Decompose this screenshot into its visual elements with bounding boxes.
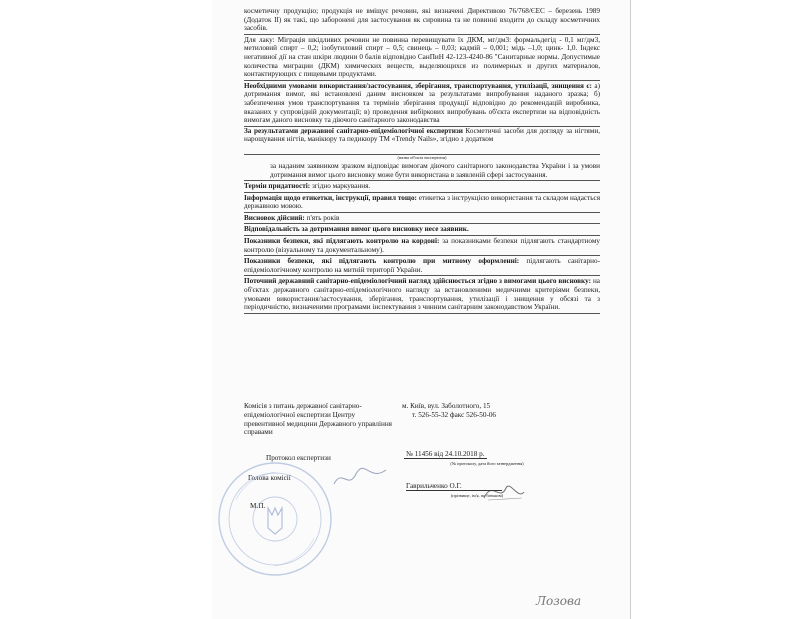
results-heading: За результатами державної санітарно-епідеміологічної експертизи (244, 126, 463, 135)
valid-value: п'ять років (304, 213, 340, 222)
commission-contacts (402, 402, 602, 420)
paragraph-responsibility: Відповідальність за дотримання вимог цього висновку несе заявник. (244, 224, 600, 236)
border-heading: Показники безпеки, які підлягають контролю на кордоні: (244, 237, 440, 246)
results-caption: (назва об'єкта експертизи) (244, 154, 600, 160)
document-body (244, 6, 600, 314)
address-text: м. Київ, вул. Заболотного, 15 (402, 402, 491, 410)
paragraph-info (244, 193, 600, 213)
seal-place-label: М.П. (250, 502, 266, 510)
protocol-label: Протокол експертизи (266, 454, 331, 462)
term-heading: Термін придатності: (244, 182, 311, 191)
paragraph-term (244, 181, 600, 193)
results-text: Косметичні засоби для догляду за нігтями, нарощування нігтів, манікюру та педикюру ТМ «Trendy Nails», згідно з додатком (244, 126, 600, 144)
commission-name: Комісія з питань державної санітарно-епідеміологічної експертизи Центру превентивної медицини Державного управління справами (244, 402, 392, 437)
head-of-commission-label: Голова комісії (248, 474, 291, 482)
valid-heading: Висновок дійсний: (244, 213, 305, 222)
conditions-heading: Необхідними умовами використання/застосування, зберігання, транспортування, утилізації, знищення є: (244, 81, 592, 90)
supervision-heading: Поточний державний санітарно-епідеміологічний нагляд здійснюється згідно з вимогами цього висновку: (244, 277, 591, 286)
paragraph-results (244, 127, 600, 144)
paragraph-lacquer (244, 35, 600, 81)
official-stamp (216, 460, 334, 578)
supervision-text: на об'єктах державного санітарно-епідеміологічного нагляду за встановленими медичними критеріями безпеки, умовами використання/застосування, зберігання, транспортування, утилізації і знищення у обсязі та з періодичністю, визначеними програмами інспектування з чинним санітарним законодавством України. (244, 277, 600, 312)
conditions-text: а) дотримання вимог, які встановлені даним висновком за результатами випробування наданого зразка; б) забезпечення умов транспортування та термінів зберігання продукції відповідно до рекомендацій виробника, вказаних у супровідній документації; в) проведення вибіркових випробувань об'єкта експертизи на відповідність вимогам даного висновку та діючого санітарного законодавства (244, 81, 600, 125)
customs-text: підлягають санітарно-епідеміологічному контролю на митній території України. (244, 257, 600, 274)
head-signature (330, 462, 390, 492)
paragraph-supervision (244, 276, 600, 313)
paragraph-compliance (244, 161, 600, 181)
handwritten-note: Лозова (536, 594, 582, 608)
phones-text: т. 526-55-32 факс 526-50-06 (412, 410, 497, 419)
term-value: згідно маркування. (310, 182, 371, 191)
protocol-caption: (№ протоколу, дата його затвердження) (450, 461, 524, 466)
paragraph-border-control (244, 236, 600, 256)
lacquer-text: Міграція шкідливих речовин не повинна перевищувати їх ДКМ, мг/дм3: формальдегід - 0,1 мг/дм3, метиловий спирт – 0,2; ізобутиловий спирт – 0,5; свинець – 0,03; кадмій – 0,001; мідь –1,0; цинк- 1,0. Індекс негативної дії на стан шкіри людини 0 балів відповідно СанПиН 42-123-4240-86 "Санитарные нормы. Допустимые количества миграции (ДКМ) химических веществ, выделяющихся из полимерных и других материалов, контактирующих с пищевыми продуктами. (244, 35, 600, 79)
border-text: за показниками безпеки підлягають стандартному контролю (візуальному та документальному). (244, 237, 600, 254)
signer-caption: (прізвище, ім'я, по батькові) (450, 493, 504, 498)
signer-name-text: Гаврильченко О.Г. (406, 482, 502, 491)
paragraph-valid (244, 213, 600, 225)
protocol-number (404, 450, 594, 459)
customs-heading: Показники безпеки, які підлягають контролю при митному оформленні: (244, 257, 520, 266)
info-text: етикетка з інструкцією використання та складом надасться державною мовою. (244, 193, 601, 211)
signer-signature (478, 478, 528, 506)
compliance-text: за наданим заявником зразком відповідає вимогам діючого санітарного законодавства України і за умови дотримання вимог цього висновку може бути використана в заявленій сфері застосування. (270, 161, 600, 179)
paragraph-conditions (244, 81, 600, 127)
lacquer-lead: Для лаку: (244, 35, 275, 44)
protocol-number-text: № 11456 від 24.10.2018 р. (406, 450, 485, 458)
paragraph-directive (244, 6, 600, 35)
paragraph-customs-control (244, 256, 600, 276)
info-heading: Інформація щодо етикетки, інструкції, правил тощо: (244, 193, 417, 202)
directive-text: косметичну продукцію; продукція не вміщує речовин, які визначені Директивою 76/768/ЄЕС – березень 1989 (Додаток ІІ) як такі, що заборонені для застосування як сировина та не повинні входити до складу косметичних засобів. (244, 7, 600, 33)
